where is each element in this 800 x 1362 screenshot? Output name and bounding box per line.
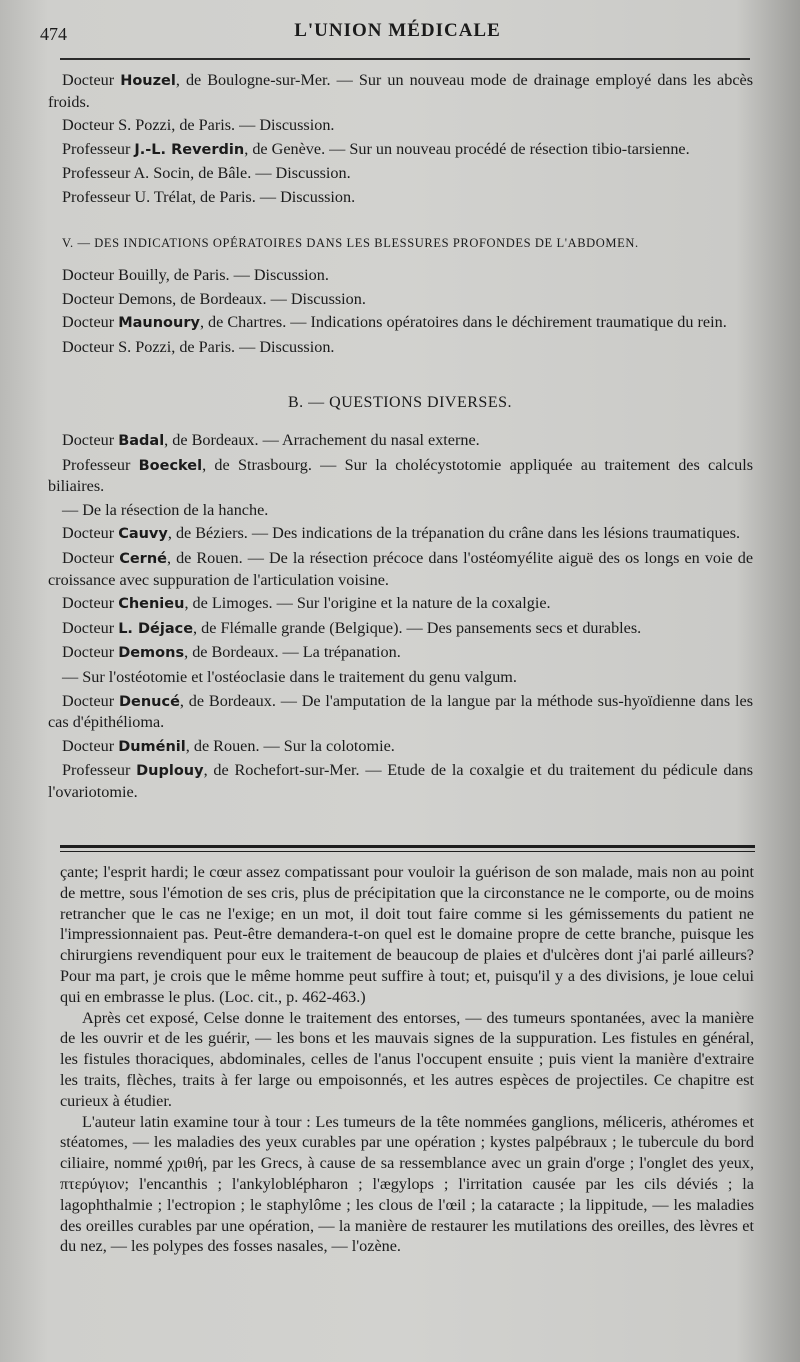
- entry-item: [48, 500, 753, 521]
- entry-text: , de Limoges. — Sur l'origine et la nature de la coxalgie.: [184, 594, 551, 613]
- section-divider-thin: [60, 851, 755, 852]
- entry-text: , de Bordeaux. — Arrachement du nasal externe.: [164, 431, 480, 449]
- entry-title: Docteur: [62, 736, 115, 755]
- entry-title: — Sur l'ostéotomie et l'ostéoclasie dans le traitement du genu valgum.: [62, 667, 517, 686]
- entry-title: — De la résection de la hanche.: [62, 500, 269, 519]
- entry-text: , de Chartres. — Indications opératoires dans le déchirement traumatique du rein.: [199, 313, 727, 332]
- entry-text: , de Rouen. — Sur la colotomie.: [185, 736, 395, 755]
- body-paragraph: L'auteur latin examine tour à tour : Les tumeurs de la tête nommées ganglions, méliceris, athéromes et stéatomes, — les maladies des yeux curables par une opération ; kystes palpébraux ; le tubercule du bord ciliaire, nommé χριθή, par les Grecs, à cause de sa ressemblance avec un grain d'orge ; l'onglet des yeux, πτερύγιον; l'encanthis ; l'ankyloblépharon ; l'ægylops ; l'irritation causée par les cils déviés ; la lagophthalmie ; l'ectropion ; le staphylôme ; les clous de l'œil ; la cataracte ; la lippitude, — les maladies des oreilles curables par une opération, — la manière de restaurer les mutilations des oreilles, des lèvres et du nez, — les polypes des fosses nasales, — l'ozène.: [60, 1112, 754, 1256]
- entry-name: Duménil: [118, 738, 186, 755]
- entry-text: , de Béziers. — Des indications de la trépanation du crâne dans les lésions traumatiques.: [167, 524, 741, 543]
- entry-text: , de Rochefort-sur-Mer. — Etude de la coxalgie et du traitement du pédicule dans l'ovariotomie.: [48, 761, 753, 801]
- header-rule: [60, 58, 750, 60]
- entry-item: [48, 265, 753, 286]
- entry-title: Docteur: [62, 643, 115, 662]
- entry-name: Houzel: [120, 73, 176, 89]
- entry-item: [48, 289, 753, 310]
- entry-item: [48, 430, 753, 452]
- entry-item: [48, 760, 753, 802]
- entry-title: Docteur Demons, de Bordeaux. — Discussion.: [62, 289, 366, 308]
- entry-title: Professeur A. Socin, de Bâle. — Discussion.: [62, 164, 351, 183]
- body-text: [60, 862, 754, 1257]
- entry-title: Professeur: [62, 761, 131, 780]
- entry-item: [48, 163, 753, 184]
- entry-item: [48, 593, 753, 615]
- body-paragraph: Après cet exposé, Celse donne le traitement des entorses, — des tumeurs spontanées, avec la manière de les ouvrir et de les guérir, — les bons et les mauvais signes de la suppuration. Les fistules en général, les fistules thoraciques, abdominales, celles de l'anus l'occupent ensuite ; puis vient la manière d'extraire les traits, flèches, traits à fer large ou empoisonnés, et les autres espèces de projectiles. Ce chapitre est curieux à étudier.: [60, 1008, 754, 1110]
- entry-item: [48, 70, 753, 112]
- body-paragraph: çante; l'esprit hardi; le cœur assez compatissant pour vouloir la guérison de son malade, mais non au point de mettre, sous l'émotion de ses cris, plus de précipitation que la circonstance ne le comporte, ou de moins retrancher que le cas ne l'exige; en un mot, il doit tout faire comme si les gémissements du patient ne l'impressionnaient pas. Peut-être demandera-t-on quel est le domaine propre de cette branche, puisque les chirurgiens revendiquent pour eux le traitement de beaucoup de plaies et d'ulcères dont j'ai parlé ailleurs? Pour ma part, je crois que le même homme peut suffire à tout; et, puisqu'il y a des divisions, je loue celui qui en embrasse le plus. (Loc. cit., p. 462-463.): [60, 863, 754, 1006]
- entry-text: , de Flémalle grande (Belgique). — Des pansements secs et durables.: [193, 618, 642, 637]
- entry-name: J.-L. Reverdin: [134, 141, 245, 158]
- entry-text: , de Bordeaux. — La trépanation.: [184, 643, 401, 662]
- entry-name: Maunoury: [118, 315, 200, 332]
- entry-item: [48, 691, 753, 733]
- entry-title: Docteur: [62, 691, 115, 710]
- entries-block-b: [48, 430, 753, 806]
- entry-title: Docteur Bouilly, de Paris. — Discussion.: [62, 266, 329, 284]
- entry-title: Docteur: [62, 594, 115, 613]
- entry-name: Demons: [118, 645, 185, 662]
- entry-text: , de Strasbourg. — Sur la cholécystotomie appliquée au traitement des calculs biliaires.: [48, 455, 753, 496]
- section-divider-thick: [60, 845, 755, 848]
- page-header: [40, 18, 755, 48]
- entry-title: Docteur: [62, 618, 115, 637]
- entry-item: [48, 523, 753, 545]
- entries-block-v: [48, 265, 753, 360]
- entry-item: [48, 139, 753, 161]
- entry-title: Professeur: [62, 139, 131, 158]
- entry-text: , de Bordeaux. — De l'amputation de la langue par la méthode sus-hyoïdienne dans les cas d'épithélioma.: [48, 691, 753, 732]
- entry-item: [48, 618, 753, 640]
- entry-title: Docteur: [62, 431, 115, 449]
- section-b-heading: B. — QUESTIONS DIVERSES.: [287, 394, 512, 411]
- section-v-heading: V. — DES INDICATIONS OPÉRATOIRES DANS LES BLESSURES PROFONDES DE L'ABDOMEN.: [62, 236, 639, 250]
- entry-item: [48, 115, 753, 136]
- entry-title: Docteur: [62, 524, 115, 543]
- entry-name: Chenieu: [118, 596, 185, 613]
- entry-item: [48, 642, 753, 664]
- entry-item: [48, 736, 753, 758]
- entry-title: Professeur U. Trélat, de Paris. — Discussion.: [62, 187, 356, 206]
- entries-block-a: [48, 70, 753, 211]
- entry-name: Badal: [118, 433, 165, 449]
- entry-name: Boeckel: [138, 457, 203, 474]
- entry-title: Docteur: [62, 71, 115, 89]
- entry-item: [48, 548, 753, 590]
- entry-title: Docteur S. Pozzi, de Paris. — Discussion.: [62, 116, 335, 135]
- entry-item: [48, 667, 753, 688]
- entry-title: Docteur S. Pozzi, de Paris. — Discussion.: [62, 337, 335, 356]
- entry-name: Cerné: [119, 550, 167, 567]
- entry-name: Duplouy: [136, 763, 204, 780]
- entry-name: Denucé: [118, 693, 180, 710]
- entry-text: , de Boulogne-sur-Mer. — Sur un nouveau mode de drainage employé dans les abcès froids.: [48, 71, 753, 111]
- entry-item: [48, 187, 753, 208]
- entry-item: [48, 312, 753, 334]
- running-title: L'UNION MÉDICALE: [294, 20, 501, 41]
- entry-text: , de Genève. — Sur un nouveau procédé de résection tibio-tarsienne.: [244, 139, 690, 158]
- page-number: 474: [40, 24, 67, 44]
- entry-item: [48, 455, 753, 497]
- entry-title: Docteur: [62, 313, 115, 332]
- entry-title: Professeur: [62, 455, 131, 474]
- entry-name: Cauvy: [118, 526, 168, 543]
- entry-title: Docteur: [62, 548, 115, 567]
- entry-name: L. Déjace: [118, 620, 194, 637]
- entry-text: , de Rouen. — De la résection précoce dans l'ostéomyélite aiguë des os longs en voie de croissance avec suppuration de l'articulation voisine.: [48, 548, 753, 589]
- entry-item: [48, 337, 753, 358]
